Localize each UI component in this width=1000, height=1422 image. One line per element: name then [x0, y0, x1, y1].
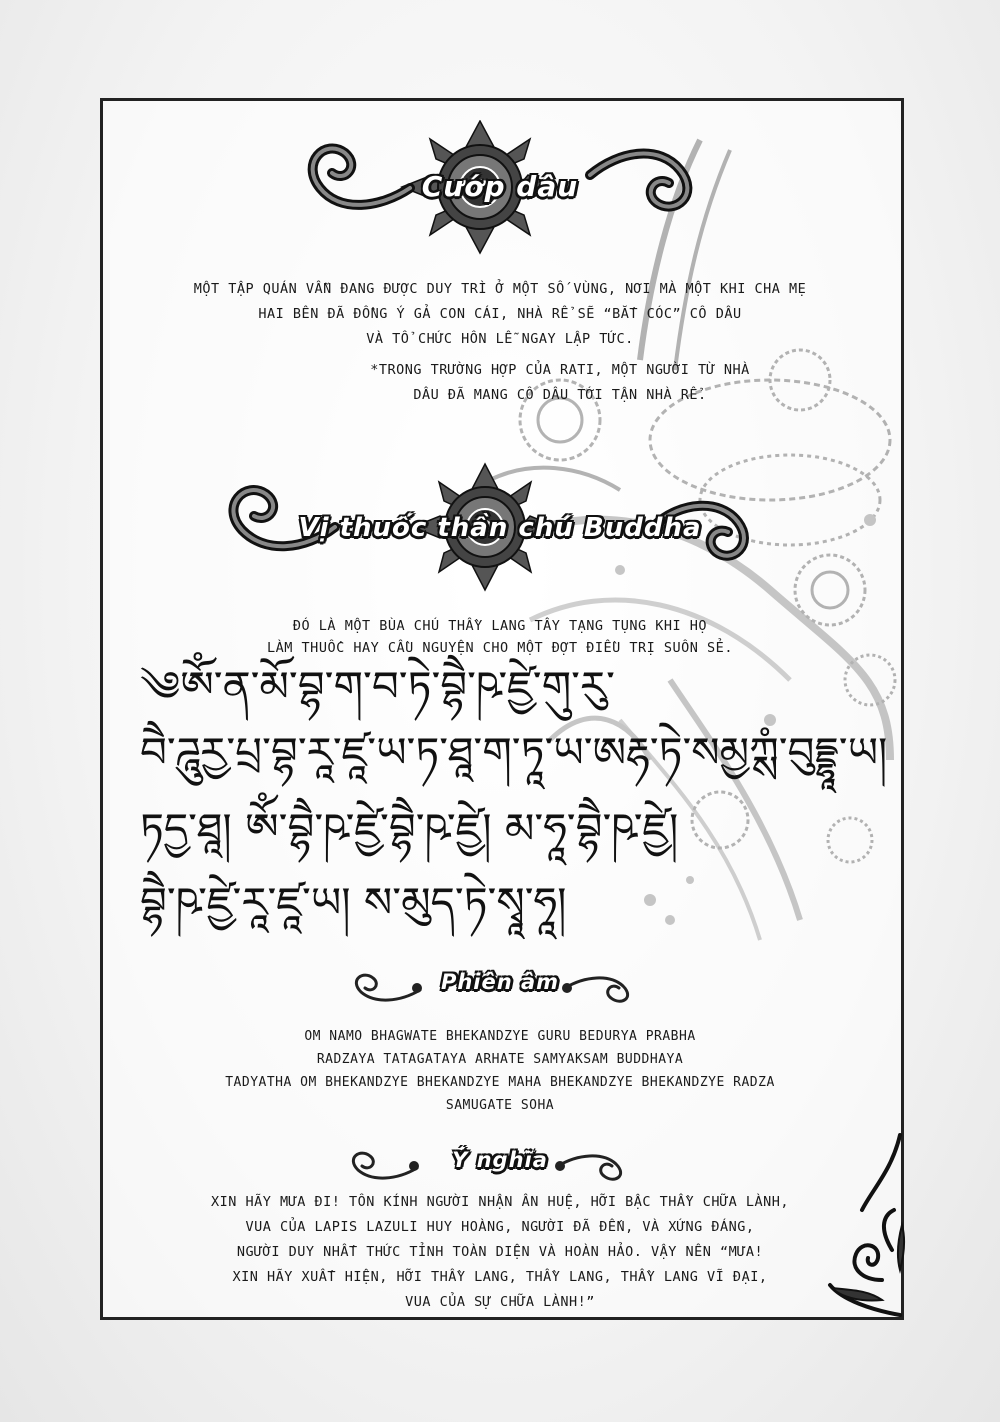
- text-line: NGƯỜI DUY NHẤT THỨC TỈNH TOÀN DIỆN VÀ HOÀN HẢO. VẬY NÊN “MƯA!: [236, 1244, 764, 1260]
- text-line: DÂU ĐÃ MANG CÔ DÂU TỚI TẬN NHÀ RỂ.: [413, 387, 707, 403]
- text-line: TADYATHA OM BHEKANDZYE BHEKANDZYE MAHA BHEKANDZYE BHEKANDZYE RADZA: [225, 1075, 775, 1090]
- text-line: VÀ TỔ CHỨC HÔN LỄ NGAY LẬP TỨC.: [366, 331, 634, 347]
- tibetan-mantra-line: ཏདྱ་ཐཱ། ༀ་བྷཻ་ཥ་ཛྱེ་བྷཻ་ཥ་ཛྱེ། མ་ཧཱ་བྷཻ་ཥ་ཛྱེ།: [140, 804, 679, 853]
- text-line: OM NAMO BHAGWATE BHEKANDZYE GURU BEDURYA PRABHA: [304, 1029, 696, 1044]
- section-title-y-nghia: Ý nghĩa: [452, 1148, 548, 1172]
- tibetan-mantra-line: བཻ་ཌཱུརྱ་པྲ་བྷ་རཱ་ཛཱ་ཡ་ཏ་ཐཱ་ག་ཏཱ་ཡ་ཨརྷ་ཏེ་སམྱཀྶཾ་བུདྡྷཱ་ཡ།: [140, 728, 888, 777]
- section-title-vi-thuoc: Vị thuốc thần chú Buddha: [298, 513, 702, 543]
- text-line: VUA CỦA LAPIS LAZULI HUY HOÀNG, NGƯỜI ĐÃ ĐẾN, VÀ XỨNG ĐÁNG,: [245, 1219, 755, 1235]
- section-title-cuop-dau: Cướp dâu: [421, 170, 579, 203]
- section1-paragraph: [0, 277, 1000, 352]
- text-line: XIN HÃY MƯA ĐI! TÔN KÍNH NGƯỜI NHẬN ÂN HUỆ, HỠI BẬC THẦY CHỮA LÀNH,: [210, 1194, 790, 1210]
- text-line: ĐÓ LÀ MỘT BÙA CHÚ THẦY LANG TÂY TẠNG TỤNG KHI HỌ: [292, 618, 708, 634]
- text-line: MỘT TẬP QUÁN VẪN ĐANG ĐƯỢC DUY TRÌ Ở MỘT SỐ VÙNG, NƠI MÀ MỘT KHI CHA MẸ: [193, 281, 807, 297]
- text-line: VUA CỦA SỰ CHỮA LÀNH!”: [405, 1294, 595, 1310]
- text-line: HAI BÊN ĐÃ ĐỒNG Ý GẢ CON CÁI, NHÀ RỂ SẼ “BẮT CÓC” CÔ DÂU: [258, 306, 742, 322]
- tibetan-mantra-line: ༄ༀ་ན་མོ་བྷ་ག་བ་ཏེ་བྷཻ་ཥ་ཛྱེ་གུ་རུ་: [140, 662, 615, 711]
- corner-ornament-icon: [822, 1130, 912, 1320]
- text-line: RADZAYA TATAGATAYA ARHATE SAMYAKSAM BUDDHAYA: [316, 1052, 684, 1067]
- text-line: SAMUGATE SOHA: [445, 1098, 555, 1113]
- text-line: *TRONG TRƯỜNG HỢP CỦA RATI, MỘT NGƯỜI TỪ NHÀ: [370, 362, 750, 378]
- section2-paragraph: [0, 615, 1000, 659]
- text-line: XIN HÃY XUẤT HIỆN, HỠI THẦY LANG, THẦY LANG, THẦY LANG VĨ ĐẠI,: [232, 1269, 768, 1285]
- section-title-phien-am: Phiên âm: [440, 970, 560, 994]
- section3-transliteration: [0, 1025, 1000, 1117]
- tibetan-mantra-line: བྷཻ་ཥ་ཛྱེ་རཱ་ཛཱ་ཡ། ས་མུད་ཏེ་སྭཱ་ཧཱ།: [140, 878, 567, 927]
- section1-note: [60, 358, 1000, 408]
- text-line: LÀM THUỐC HAY CẦU NGUYỆN CHO MỘT ĐỢT ĐIỀU TRỊ SUÔN SẺ.: [267, 640, 733, 656]
